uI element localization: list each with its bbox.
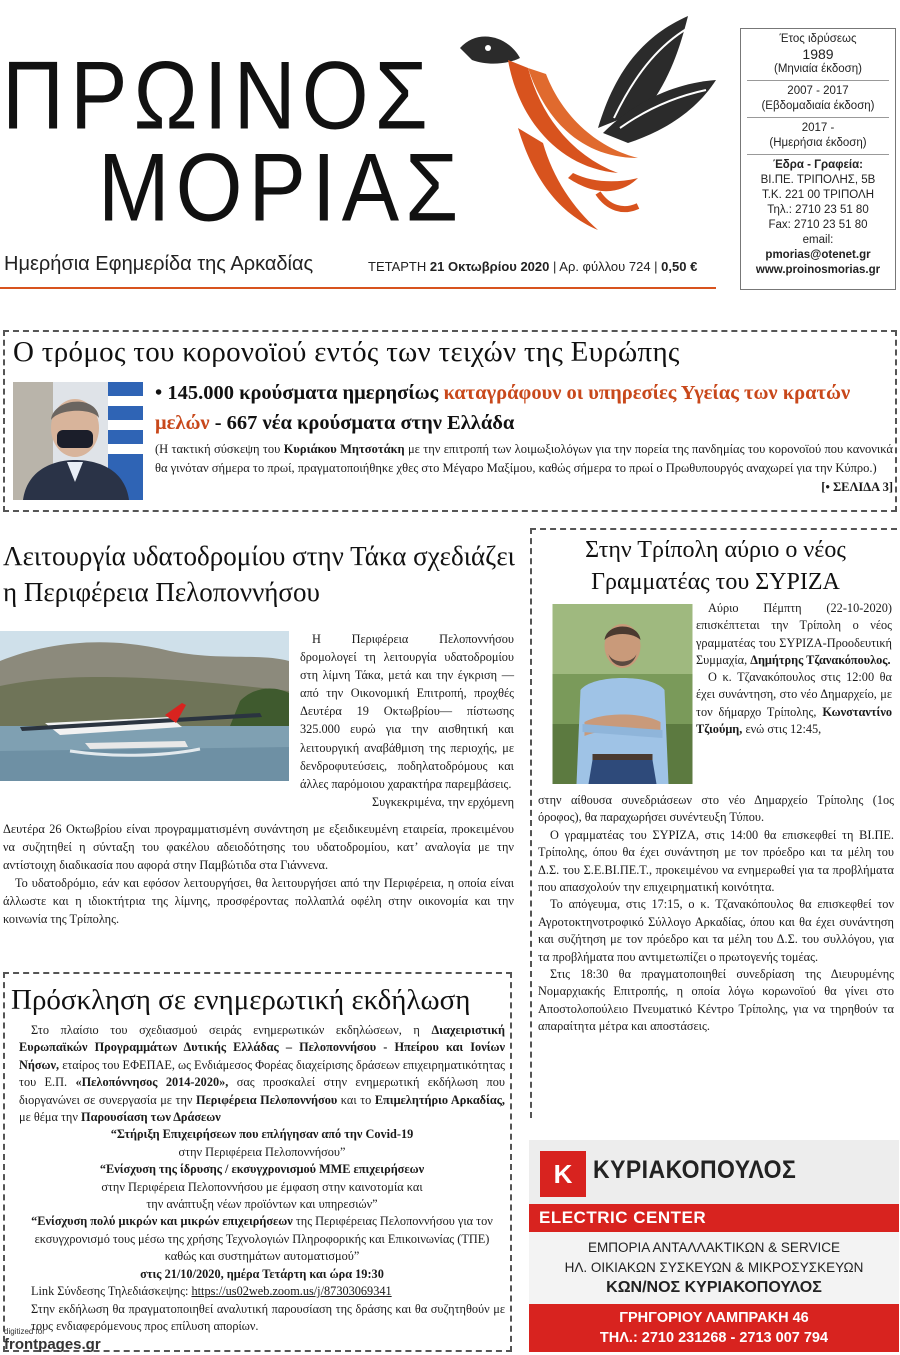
lead-body: (Η τακτική σύσκεψη του Κυριάκου Μητσοτάκη με την επιτροπή των λοιμωξιολόγων για την πορεία της πανδημίας του κορονοϊού που κανονικά θα γινόταν σήμερα το πρωί, πραγματοποιήθηκε χθες στο Μέγαρο Μαξίμου, καθώς σήμερα το πρωί ο Πρωθυπουργός αναχωρεί για την Κύπρο.) [• ΣΕΛΙΔΑ 3]: [155, 440, 893, 497]
seaplane-body-full: Δευτέρα 26 Οκτωβρίου είναι προγραμματισμένη συνάντηση με εξειδικευμένη εταιρεία, προκειμένου να συζητηθεί η σύνταξη του φακέλου αδειοδότησης του υδατοδρομίου, κατ’ αναλογία με την αντίστοιχη διαδικασία που αφορά στην Παμβώτιδα στα Γιάννενα. Το υδατοδρόμιο, εάν και εφόσον λειτουργήσει, θα λειτουργήσει από την Περιφέρεια, η οποία είναι άλλωστε και η ιδιοκτήτρια της λίμνης, προσφέροντας πολλαπλά οφέλη στην οικονομία και την κοινωνία της Τρίπολης.: [3, 822, 514, 927]
logo-title-line2[interactable]: ΜΟΡΙΑΣ: [98, 134, 465, 242]
syriza-body-full: στην αίθουσα συνεδριάσεων στο νέο Δημαρχείο Τρίπολης (1ος όροφος), θα παραχωρήσει συνέντευξη Τύπου. Ο γραμματέας του ΣΥΡΙΖΑ, στις 14:00 θα επισκεφθεί τη ΒΙ.ΠΕ. Τρίπολης, όπου θα έχει συνάντηση με τον πρόεδρο και τα μέλη του Δ.Σ. του Σ.Ε.ΒΙ.ΠΕ.Τ., προκειμένου να ενημερωθεί για τα προβλήματα που απασχολούν την επιχειρηματική κοινότητα. Το απόγευμα, στις 17:15, ο κ. Τζανακόπουλος θα επισκεφθεί τον Αγροτοκτηνοτροφικό Σύλλογο Αρκαδίας, όπου και θα έχει συνάντηση και συζήτηση με τον πρόεδρο και τα μέλη του Δ.Σ. του συλλόγου, για τα προβλήματα που αντιμετωπίζει ο πρωτογενής τομέας. Στις 18:30 θα πραγματοποιηθεί συνεδρίαση της Διευρυμένης Νομαρχιακής Επιτροπής, η οποία λόγω κορωνοϊού θα γίνει στο Αποστολοπούλειο Πνευματικό Κέντρο Τρίπολης, για να τηρηθούν τα απαραίτητα μέτρα και αποστάσεις.: [538, 793, 894, 1034]
ad-business-name: ΚΥΡΙΑΚΟΠΟΥΛΟΣ: [593, 1156, 797, 1184]
weekly-years: 2007 - 2017: [787, 85, 849, 97]
masthead: [0, 0, 900, 300]
weekly-edition: (Εβδομαδιαία έκδοση): [761, 100, 875, 112]
founded-label: Έτος ιδρύσεως: [779, 33, 857, 45]
page-reference[interactable]: [• ΣΕΛΙΔΑ 3]: [821, 480, 893, 494]
monthly-edition: (Μηνιαία έκδοση): [773, 63, 862, 75]
ad-tagline: ELECTRIC CENTER: [529, 1204, 899, 1232]
email-label: email:: [802, 234, 834, 246]
masthead-rule: [0, 287, 716, 289]
seaplane-headline[interactable]: Λειτουργία υδατοδρομίου στην Τάκα σχεδιάζει η Περιφέρεια Πελοποννήσου: [3, 541, 515, 607]
issue-info: [368, 259, 697, 274]
syriza-photo: [540, 604, 705, 784]
lead-story: [3, 330, 897, 512]
lead-subheadline[interactable]: • 145.000 κρούσματα ημερησίως καταγράφουν οι υπηρεσίες Υγείας των κρατών μελών - 667 νέα κρούσματα στην Ελλάδα: [155, 382, 851, 434]
lead-photo: [13, 382, 143, 500]
seaplane-photo: [0, 631, 289, 781]
fax: Fax: 2710 23 51 80: [768, 219, 868, 231]
invitation-headline[interactable]: Πρόσκληση σε ενημερωτική εκδήλωση: [11, 984, 471, 1016]
divider: [747, 117, 889, 118]
invitation-box: [3, 972, 512, 1352]
dove-logo-icon: [448, 8, 718, 233]
daily-edition: (Ημερήσια έκδοση): [769, 137, 867, 149]
logo-title-line1[interactable]: ΠΡΩΙΝΟΣ: [2, 42, 434, 150]
office-label: Έδρα - Γραφεία:: [772, 159, 864, 171]
ad-header: [529, 1140, 899, 1204]
syriza-body-column: Αύριο Πέμπτη (22-10-2020) επισκέπτεται την Τρίπολη ο νέος γραμματέας του ΣΥΡΙΖΑ-Προοδευτική Συμμαχία, Δημήτρης Τζανακόπουλος. Ο κ. Τζανακόπουλος στις 12:00 θα έχει συνάντηση, στο νέο Δημαρχείο, με τον δήμαρχο Τρίπολης, Κωνσταντίνο Τζιούμη, ενώ στις 12:45,: [696, 601, 892, 737]
divider: [747, 154, 889, 155]
ad-services: ΕΜΠΟΡΙΑ ΑΝΤΑΛΛΑΚΤΙΚΩΝ & SERVICE ΗΛ. ΟΙΚΙΑΚΩΝ ΣΥΣΚΕΥΩΝ & ΜΙΚΡΟΣΥΣΚΕΥΩΝ ΚΩΝ/ΝΟΣ ΚΥΡΙΑΚΟΠΟΥΛΟΣ: [529, 1232, 899, 1304]
phone: Τηλ.: 2710 23 51 80: [767, 204, 869, 216]
issue-price: 0,50 €: [661, 259, 698, 274]
syriza-headline[interactable]: Στην Τρίπολη αύριο ο νέος Γραμματέας του ΣΥΡΙΖΑ: [585, 537, 846, 595]
ad-contact: ΓΡΗΓΟΡΙΟΥ ΛΑΜΠΡΑΚΗ 46 ΤΗΛ.: 2710 231268 - 2713 007 794: [529, 1304, 899, 1352]
lead-headline[interactable]: Ο τρόμος του κορονοϊού εντός των τειχών της Ευρώπης: [13, 336, 680, 368]
daily-years: 2017 -: [801, 122, 835, 134]
website-link[interactable]: www.proinosmorias.gr: [755, 264, 881, 276]
email-link[interactable]: pmorias@otenet.gr: [765, 249, 871, 261]
seaplane-body-column: Η Περιφέρεια Πελοποννήσου δρομολογεί τη λειτουργία υδατοδρομίου στη λίμνη Τάκα, μετά και την έγκριση —από την Οικονομική Επιτροπή, προχθές Δευτέρα 19 Οκτωβρίου— πίστωσης 325.000 ευρώ για την αισθητική και λειτουργική αναβάθμιση της περιοχής, με δενδροφυτεύσεις, ποδηλατοδρόμους και άλλες παρόμοιου χαρακτήρα παρεμβάσεις. Συγκεκριμένα, την ερχόμενη: [300, 632, 514, 809]
address-line1: ΒΙ.ΠΕ. ΤΡΙΠΟΛΗΣ, 5Β: [760, 174, 876, 186]
founded-year: 1989: [802, 46, 834, 62]
syriza-article: [530, 528, 897, 1118]
issue-date: 21 Οκτωβρίου 2020: [429, 259, 550, 274]
advertisement-kyriakopoulos[interactable]: [529, 1140, 899, 1352]
ad-logo-icon: Κ: [540, 1151, 586, 1197]
invitation-body: Στο πλαίσιο του σχεδιασμού σειράς ενημερωτικών εκδηλώσεων, η Διαχειριστική Ευρωπαϊκών Προγραμμάτων Δυτικής Ελλάδας – Πελοποννήσου - Ηπείρου και Ιονίων Νήσων, εταίρος του ΕΦΕΠΑΕ, ως Ενδιάμεσος Φορέας διαχείρισης δράσεων επιχειρηματικότητας του Ε.Π. «Πελοπόννησος 2014-2020», σας προσκαλεί στην ενημερωτική εκδήλωση που διοργανώνει σε συνεργασία με την Περιφέρεια Πελοποννήσου και το Επιμελητήριο Αρκαδίας, με θέμα την Παρουσίαση των Δράσεων “Στήριξη Επιχειρήσεων που επλήγησαν από την Covid-19 στην Περιφέρεια Πελοποννήσου” “Ενίσχυση της ίδρυσης / εκσυγχρονισμού ΜΜΕ επιχειρήσεων στην Περιφέρεια Πελοποννήσου με έμφαση στην καινοτομία και την ανάπτυξη νέων προϊόντων και υπηρεσιών” “Ενίσχυση πολύ μικρών και μικρών επιχειρήσεων της Περιφέρειας Πελοποννήσου για τον εκσυγχρονισμό τους μέσω της χρήσης Τεχνολογιών Πληροφορικής και Επικοινωνίας (ΤΠΕ) καθώς και συστημάτων αυτοματισμού” στις 21/10/2020, ημέρα Τετάρτη και ώρα 19:30 Link Σύνδεσης Τηλεδιάσκεψης: https://us02web.zoom.us/j/87303069341 Στην εκδήλωση θα πραγματοποιηθεί αναλυτική παρουσίαση της δράσης και θα συζητηθούν με τους ενδιαφερόμενους προς επίλυση απορίων.: [19, 1023, 506, 1333]
divider: [747, 80, 889, 81]
issue-day: ΤΕΤΑΡΤΗ: [368, 259, 427, 274]
zoom-link[interactable]: https://us02web.zoom.us/j/87303069341: [191, 1284, 392, 1299]
frontpages-watermark: digitized for frontpages.gr: [4, 1327, 101, 1353]
issue-number: | Αρ. φύλλου 724 |: [553, 259, 658, 274]
publication-info-box: [740, 28, 896, 290]
newspaper-subtitle: Ημερήσια Εφημερίδα της Αρκαδίας: [4, 253, 314, 275]
address-line2: Τ.Κ. 221 00 ΤΡΙΠΟΛΗ: [761, 189, 875, 201]
